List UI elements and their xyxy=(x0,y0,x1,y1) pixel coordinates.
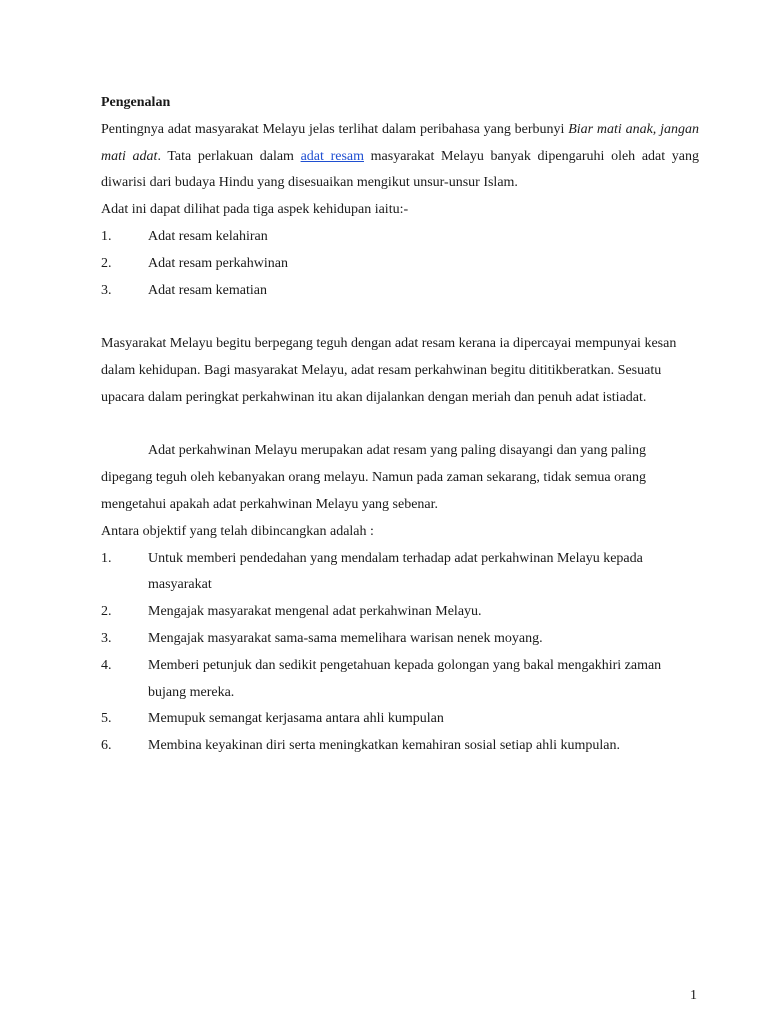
list-item-number: 4. xyxy=(101,657,112,673)
intro-text-1: Pentingnya adat masyarakat Melayu jelas terlihat dalam peribahasa yang berbunyi xyxy=(101,121,569,137)
list-item-text: Membina keyakinan diri serta meningkatkan kemahiran sosial setiap ahli kumpulan. xyxy=(148,738,620,754)
list-item xyxy=(101,653,699,707)
spacer xyxy=(101,412,699,439)
paragraph-2: Masyarakat Melayu begitu berpegang teguh dengan adat resam kerana ia dipercayai mempunyai kesan dalam kehidupan. Bagi masyarakat Melayu, adat resam perkahwinan begitu dititikberatkan. Sesuatu upacara dalam peringkat perkahwinan itu akan dijalankan dengan meriah dan penuh adat istiadat. xyxy=(101,336,677,405)
list-item-number: 3. xyxy=(101,282,112,298)
list-item-number: 6. xyxy=(101,738,112,754)
aspects-list xyxy=(101,224,699,304)
list-item-number: 1. xyxy=(101,550,112,566)
list-item-number: 1. xyxy=(101,228,112,244)
list-item xyxy=(101,626,699,653)
intro-text-2: . Tata perlakuan dalam xyxy=(157,148,301,164)
list-item-number: 2. xyxy=(101,604,112,620)
list-item-text: Mengajak masyarakat mengenal adat perkahwinan Melayu. xyxy=(148,604,482,620)
list-item xyxy=(101,278,699,305)
objectives-intro: Antara objektif yang telah dibincangkan adalah : xyxy=(101,523,374,539)
list-item-text: Mengajak masyarakat sama-sama memelihara warisan nenek moyang. xyxy=(148,630,543,646)
list-item-text: Adat resam perkahwinan xyxy=(148,255,288,271)
list-item xyxy=(101,546,699,600)
list-item-number: 3. xyxy=(101,630,112,646)
section-heading: Pengenalan xyxy=(101,95,171,110)
list-item xyxy=(101,251,699,278)
aspects-intro: Adat ini dapat dilihat pada tiga aspek kehidupan iaitu:- xyxy=(101,202,409,218)
list-item-number: 5. xyxy=(101,711,112,727)
paragraph-3: Adat perkahwinan Melayu merupakan adat resam yang paling disayangi dan yang paling dipegang teguh oleh kebanyakan orang melayu. Namun pada zaman sekarang, tidak semua orang mengetahui apakah adat perkahwinan Melayu yang sebenar. xyxy=(101,443,647,512)
proverb-text: Biar mati anak, jangan mati adat xyxy=(101,121,699,164)
list-item-text: Memupuk semangat kerjasama antara ahli kumpulan xyxy=(148,711,444,727)
list-item-text: Adat resam kematian xyxy=(148,282,267,298)
intro-text-3: masyarakat Melayu banyak dipengaruhi oleh adat yang diwarisi dari budaya Hindu yang disesuaikan mengikut unsur-unsur Islam. xyxy=(101,148,700,191)
list-item-text: Memberi petunjuk dan sedikit pengetahuan kepada golongan yang bakal mengakhiri zaman bujang mereka. xyxy=(148,657,662,700)
adat-resam-link[interactable]: adat resam xyxy=(300,148,364,164)
list-item xyxy=(101,706,699,733)
spacer xyxy=(101,304,699,331)
document-body xyxy=(101,90,699,760)
list-item xyxy=(101,599,699,626)
list-item xyxy=(101,224,699,251)
objectives-list xyxy=(101,546,699,760)
list-item-text: Untuk memberi pendedahan yang mendalam terhadap adat perkahwinan Melayu kepada masyarakat xyxy=(148,550,643,593)
page-number: 1 xyxy=(690,988,697,1003)
list-item-number: 2. xyxy=(101,255,112,271)
intro-paragraph xyxy=(101,117,699,197)
list-item xyxy=(101,733,699,760)
list-item-text: Adat resam kelahiran xyxy=(148,228,268,244)
